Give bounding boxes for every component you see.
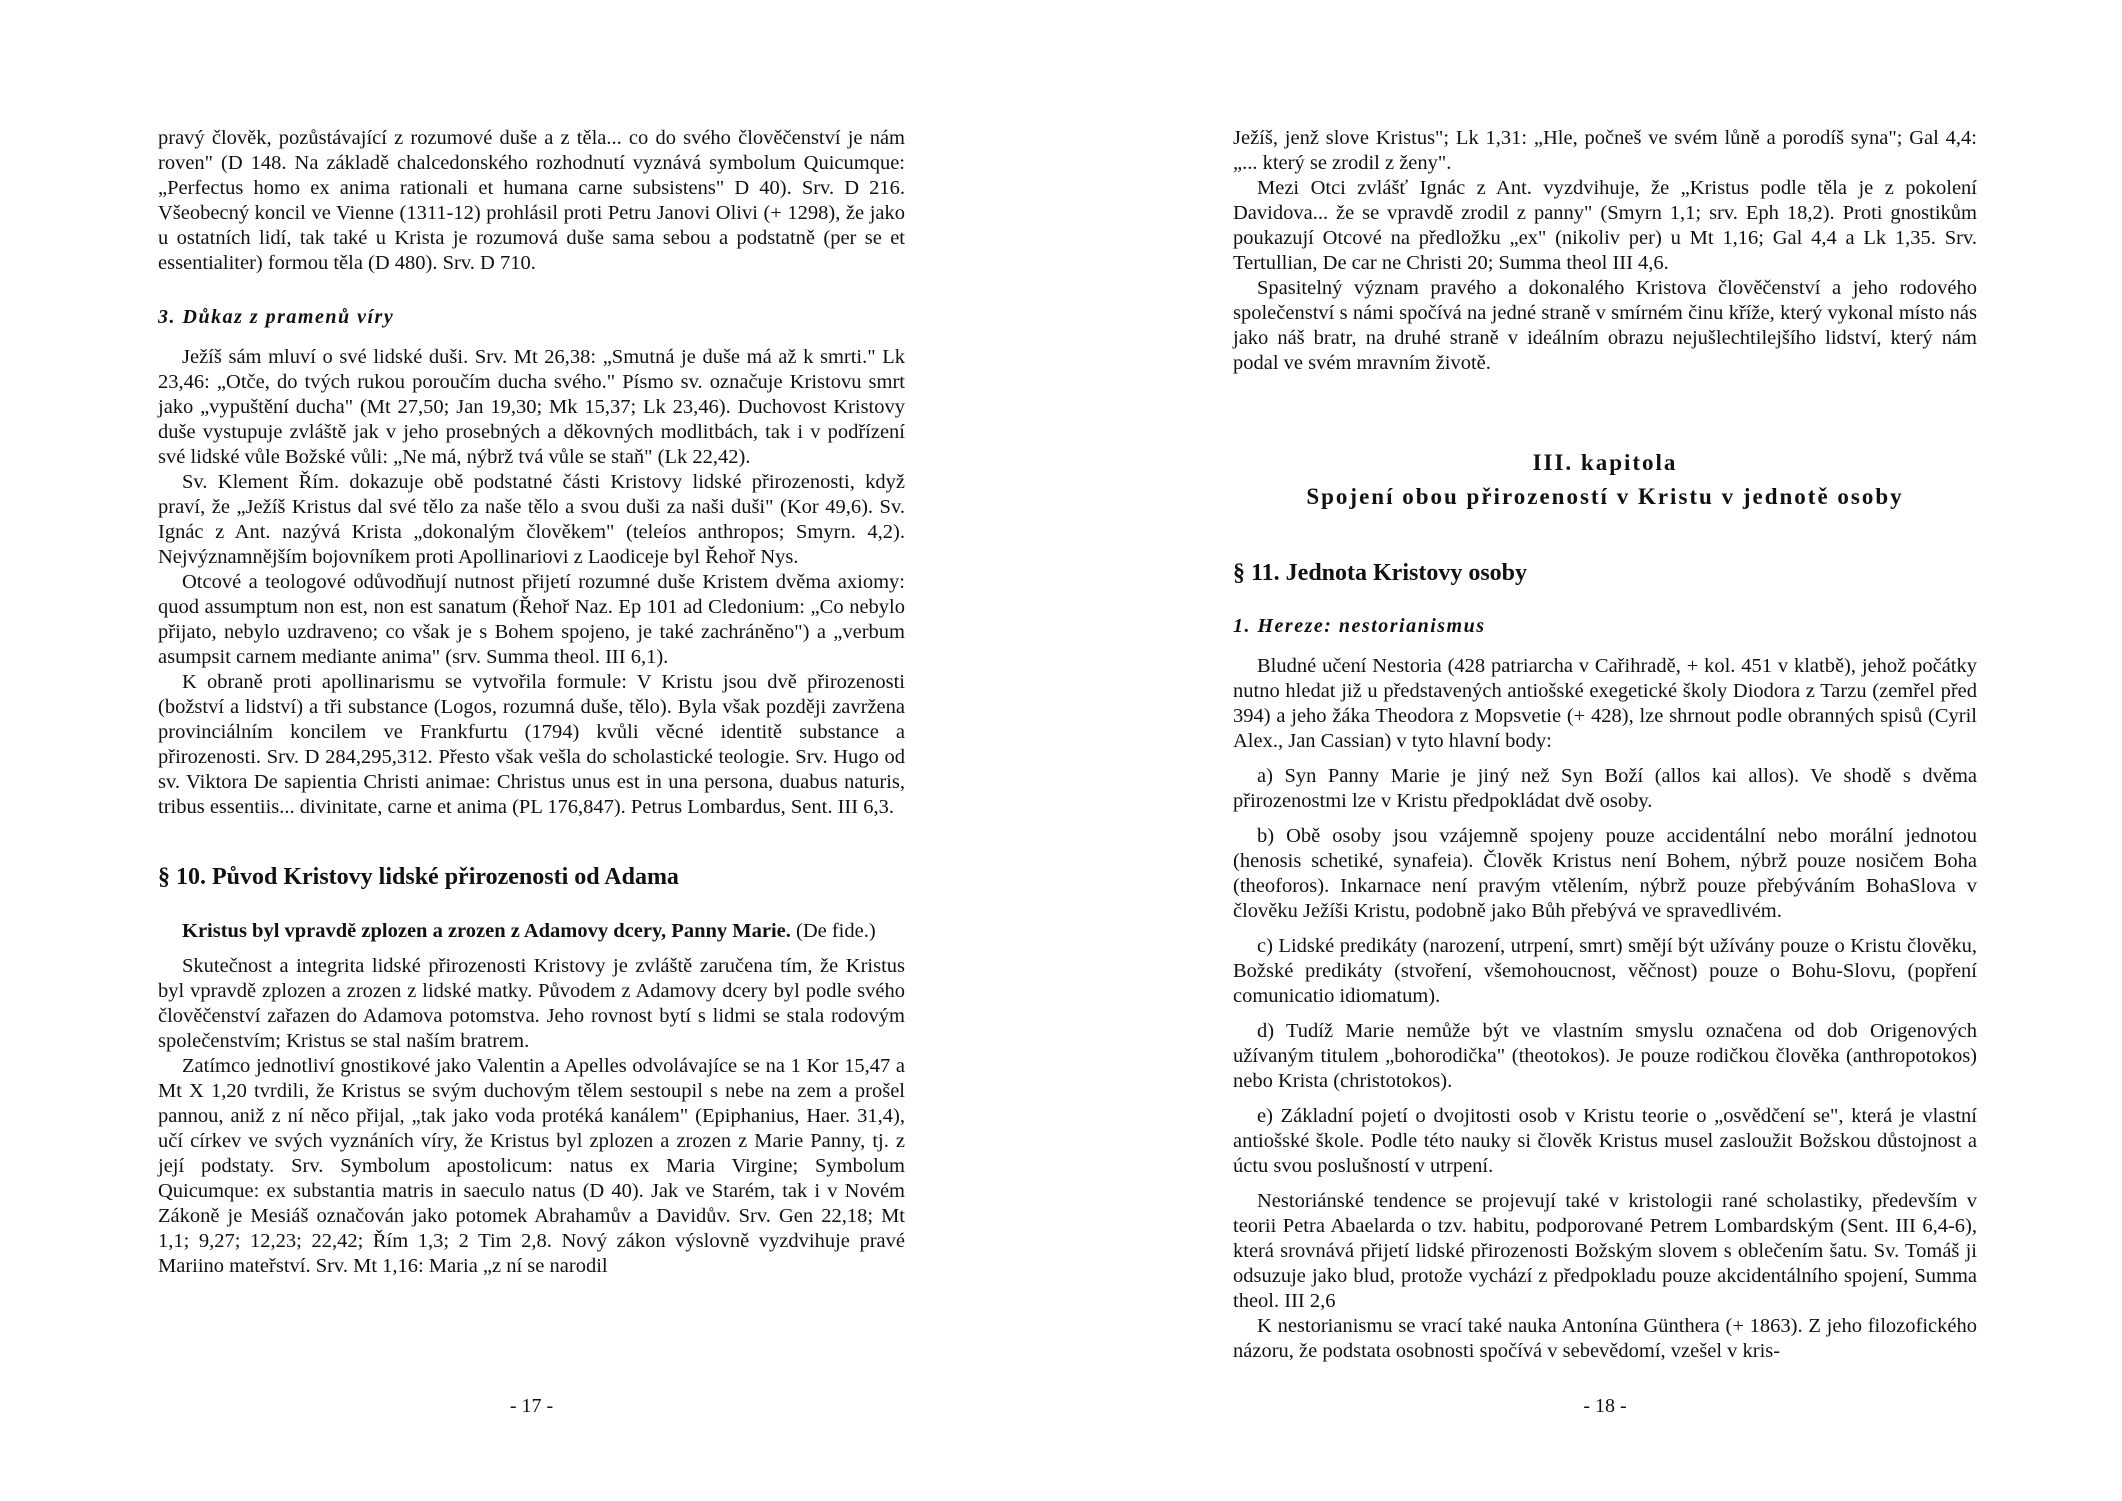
- paragraph: Bludné učení Nestoria (428 patriarcha v Cařihradě, + kol. 451 v klatbě), jehož počátky nutno hledat již u představených antiošské exegetické školy Diodora z Tarzu (zemřel před 394) a jeho žáka Theodora z Mopsvetie (+ 428), lze shrnout podle obranných spisů (Cyril Alex., Jan Cassian) v tyto hlavní body:: [1233, 655, 1977, 752]
- paragraph: Sv. Klement Řím. dokazuje obě podstatné části Kristovy lidské přirozenosti, když praví, že „Ježíš Kristus dal své tělo za naše tělo a svou duši za naši duši" (Kor 49,6). Sv. Ignác z Ant. nazývá Krista „dokonalým člověkem" (teleíos anthropos; Smyrn. 4,2). Nejvýznamnějším bojovníkem proti Apollinariovi z Laodiceje byl Řehoř Nys.: [158, 471, 905, 568]
- thesis-statement: [182, 919, 905, 944]
- section-heading: § 10. Původ Kristovy lidské přirozenosti od Adama: [158, 864, 679, 890]
- list-item: c) Lidské predikáty (narození, utrpení, smrt) smějí být užívány pouze o Kristu člověku, Božské predikáty (stvoření, všemohoucnost, věčnost) pouze o Bohu-Slovu, (popření comunicatio idiomatum).: [1233, 935, 1977, 1007]
- chapter-heading: [1233, 446, 1977, 514]
- left-page-text: [158, 126, 905, 1279]
- right-page: [1233, 0, 1977, 1501]
- chapter-number: III. kapitola: [1532, 450, 1678, 475]
- paragraph: Mezi Otci zvlášť Ignác z Ant. vyzdvihuje, že „Kristus podle těla je z pokolení Davidova... že se vpravdě zrodil z panny" (Smyrn 1,1; srv. Eph 18,2). Proti gnostikům poukazují Otcové na předložku „ex" (nikoliv per) u Mt 1,16; Gal 4,4 a Lk 1,35. Srv. Tertullian, De car ne Christi 20; Summa theol III 4,6.: [1233, 177, 1977, 274]
- paragraph: Ježíš sám mluví o své lidské duši. Srv. Mt 26,38: „Smutná je duše má až k smrti." Lk 23,46: „Otče, do tvých rukou poroučím ducha svého." Písmo sv. označuje Kristovu smrt jako „vypuštění ducha" (Mt 27,50; Jan 19,30; Mk 15,37; Lk 23,46). Duchovost Kristovy duše vystupuje zvláště jak v jeho prosebných a děkovných modlitbách, tak i v podřízení své lidské vůle Božské vůli: „Ne má, nýbrž tvá vůle se staň" (Lk 22,42).: [158, 346, 905, 468]
- paragraph: K obraně proti apollinarismu se vytvořila formule: V Kristu jsou dvě přirozenosti (božství a lidství) a tři substance (Logos, rozumná duše, tělo). Byla však později zavržena provinciálním koncilem ve Frankfurtu (1794) kvůli věcné identitě substance a přirozenosti. Srv. D 284,295,312. Přesto však vešla do scholastické teologie. Srv. Hugo od sv. Viktora De sapientia Christi animae: Christus unus est in una persona, duabus naturis, tribus essentiis... divinitate, carne et anima (PL 176,847). Petrus Lombardus, Sent. III 6,3.: [158, 671, 905, 818]
- paragraph: Spasitelný význam pravého a dokonalého Kristova člověčenství a jeho rodového společenství s námi spočívá na jedné straně v smírném činu kříže, který vykonal místo nás jako náš bratr, na druhé straně v ideálním obrazu nejušlechtilejšího lidství, který nám podal ve svém mravním životě.: [1233, 277, 1977, 374]
- paragraph: Skutečnost a integrita lidské přirozenosti Kristovy je zvláště zaručena tím, že Kristus byl vpravdě zplozen a zrozen z lidské matky. Původem z Adamovy dcery byl podle svého člověčenství zařazen do Adamova potomstva. Jeho rovnost bytí s lidmi se stala rodovým společenstvím; Kristus se stal naším bratrem.: [158, 955, 905, 1052]
- paragraph: Ježíš, jenž slove Kristus"; Lk 1,31: „Hle, počneš ve svém lůně a porodíš syna"; Gal 4,4: „... který se zrodil z ženy".: [1233, 127, 1977, 174]
- thesis-note: (De fide.): [790, 920, 876, 942]
- list-item: b) Obě osoby jsou vzájemně spojeny pouze accidentální nebo morální jednotou (henosis schetiké, synafeia). Člověk Kristus není Bohem, nýbrž pouze nosičem Boha (theoforos). Inkarnace není pravým vtělením, nýbrž pouze přebýváním BohaSlova v člověku Ježíši Kristu, podobně jako Bůh přebývá ve spravedlivém.: [1233, 825, 1977, 922]
- page-number: - 17 -: [509, 1395, 554, 1417]
- page-number: - 18 -: [1583, 1395, 1627, 1417]
- subsection-heading: 1. Hereze: nestorianismus: [1233, 615, 1486, 637]
- paragraph: Otcové a teologové odůvodňují nutnost přijetí rozumné duše Kristem dvěma axiomy: quod assumptum non est, non est sanatum (Řehoř Naz. Ep 101 ad Cledonium: „Co nebylo přijato, nebylo uzdraveno; co však je s Bohem spojeno, je také zachráněno") a „verbum asumpsit carnem mediante anima" (srv. Summa theol. III 6,1).: [158, 571, 905, 668]
- paragraph: K nestorianismu se vrací také nauka Antonína Günthera (+ 1863). Z jeho filozofického názoru, že podstata osobnosti spočívá v sebevědomí, vzešel v kris-: [1233, 1315, 1977, 1362]
- list-item: d) Tudíž Marie nemůže být ve vlastním smyslu označena od dob Origenových užívaným titulem „bohorodička" (theotokos). Je pouze rodičkou člověka (anthropotokos) nebo Krista (christotokos).: [1233, 1020, 1977, 1092]
- chapter-title: Spojení obou přirozeností v Kristu v jednotě osoby: [1306, 484, 1904, 509]
- thesis-text: Kristus byl vpravdě zplozen a zrozen z Adamovy dcery, Panny Marie.: [182, 920, 791, 942]
- paragraph: pravý člověk, pozůstávající z rozumové duše a z těla... co do svého člověčenství je nám roven" (D 148. Na základě chalcedonského rozhodnutí vyznává symbolum Quicumque: „Perfectus homo ex anima rationali et humana carne subsistens" D 40). Srv. D 216. Všeobecný koncil ve Vienne (1311-12) prohlásil proti Petru Janovi Olivi (+ 1298), že jako u ostatních lidí, tak také u Krista je rozumová duše sama sebou a podstatně (per se et essentialiter) formou těla (D 480). Srv. D 710.: [158, 127, 905, 274]
- paragraph: Nestoriánské tendence se projevují také v kristologii rané scholastiky, především v teorii Petra Abaelarda o tzv. habitu, podporované Petrem Lombardským (Sent. III 6,4-6), která srovnává přijetí lidské přirozenosti Božským slovem s oblečením šatu. Sv. Tomáš ji odsuzuje jako blud, protože vychází z předpokladu pouze akcidentálního spojení, Summa theol. III 2,6: [1233, 1190, 1977, 1312]
- subsection-heading: 3. Důkaz z pramenů víry: [158, 306, 395, 328]
- section-heading: § 11. Jednota Kristovy osoby: [1233, 560, 1528, 586]
- left-page: [158, 0, 905, 1501]
- list-item: e) Základní pojetí o dvojitosti osob v Kristu teorie o „osvědčení se", která je vlastní antiošské škole. Podle této nauky si člověk Kristus musel zasloužit Božskou důstojnost a úctu svou poslušností v utrpení.: [1233, 1105, 1977, 1177]
- paragraph: Zatímco jednotliví gnostikové jako Valentin a Apelles odvolávajíce se na 1 Kor 15,47 a Mt X 1,20 tvrdili, že Kristus se svým duchovým tělem sestoupil s nebe na zem a prošel pannou, aniž z ní něco přijal, „tak jako voda protéká kanálem" (Epiphanius, Haer. 31,4), učí církev ve svých vyznáních víry, že Kristus byl zplozen a zrozen z Marie Panny, tj. z její podstaty. Srv. Symbolum apostolicum: natus ex Maria Virgine; Symbolum Quicumque: ex substantia matris in saeculo natus (D 40). Jak ve Starém, tak i v Novém Zákoně je Mesiáš označován jako potomek Abrahamův a Davidův. Srv. Gen 22,18; Mt 1,1; 9,27; 12,23; 22,42; Řím 1,3; 2 Tim 2,8. Nový zákon výslovně vyzdvihuje pravé Mariino mateřství. Srv. Mt 1,16: Maria „z ní se narodil: [158, 1055, 905, 1277]
- list-item: a) Syn Panny Marie je jiný než Syn Boží (allos kai allos). Ve shodě s dvěma přirozenostmi lze v Kristu předpokládat dvě osoby.: [1233, 765, 1977, 812]
- right-page-text: [1233, 126, 1977, 1364]
